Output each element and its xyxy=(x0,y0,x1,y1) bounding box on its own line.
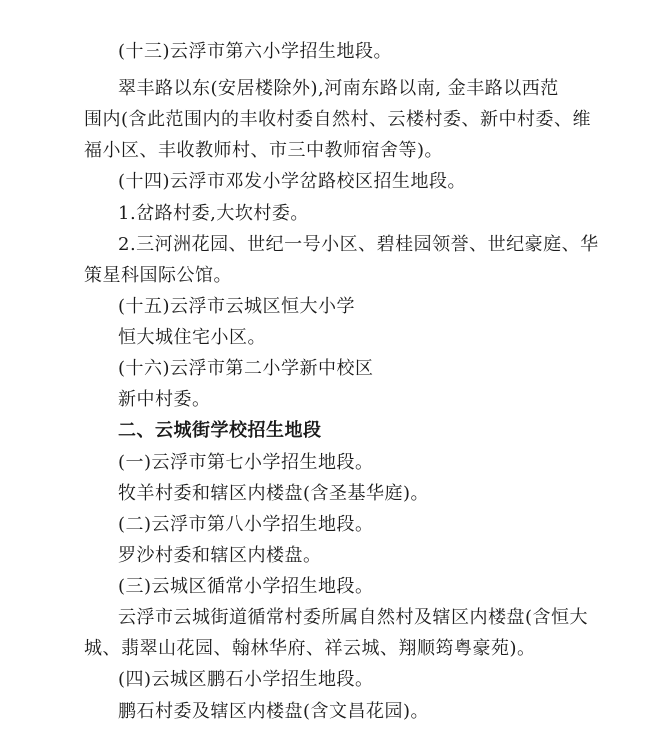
chapter-2-section-2-heading: (二)云浮市第八小学招生地段。 xyxy=(118,514,374,535)
section-16-heading: (十六)云浮市第二小学新中校区 xyxy=(118,358,374,379)
chapter-2-section-3-text-line-2: 城、翡翠山花园、翰林华府、祥云城、翔顺筠粤豪苑)。 xyxy=(84,638,536,659)
section-13-text-line-1: 翠丰路以东(安居楼除外),河南东路以南, 金丰路以西范 xyxy=(118,78,559,99)
chapter-2-heading: 二、云城街学校招生地段 xyxy=(118,420,322,441)
chapter-2-section-4-text: 鹏石村委及辖区内楼盘(含文昌花园)。 xyxy=(118,701,430,722)
chapter-2-section-1-text: 牧羊村委和辖区内楼盘(含圣基华庭)。 xyxy=(118,483,430,504)
section-15-heading: (十五)云浮市云城区恒大小学 xyxy=(118,296,356,317)
section-13-heading: (十三)云浮市第六小学招生地段。 xyxy=(118,41,393,62)
chapter-2-section-4-heading: (四)云城区鹏石小学招生地段。 xyxy=(118,669,374,690)
chapter-2-section-2-text: 罗沙村委和辖区内楼盘。 xyxy=(118,545,322,566)
section-15-text: 恒大城住宅小区。 xyxy=(118,327,266,348)
section-14-item-1: 1.岔路村委,大坎村委。 xyxy=(118,203,309,224)
section-13-text-line-3: 福小区、丰收教师村、市三中教师宿舍等)。 xyxy=(84,140,444,161)
section-13-text-line-2: 围内(含此范围内的丰收村委自然村、云楼村委、新中村委、维 xyxy=(84,109,592,130)
chapter-2-section-3-heading: (三)云城区循常小学招生地段。 xyxy=(118,576,374,597)
chapter-2-section-1-heading: (一)云浮市第七小学招生地段。 xyxy=(118,452,374,473)
section-16-text: 新中村委。 xyxy=(118,389,211,410)
section-14-item-2-line-1: 2.三河洲花园、世纪一号小区、碧桂园领誉、世纪豪庭、华 xyxy=(118,234,599,255)
section-14-item-2-line-2: 策星科国际公馆。 xyxy=(84,265,232,286)
section-14-heading: (十四)云浮市邓发小学岔路校区招生地段。 xyxy=(118,171,467,192)
chapter-2-section-3-text-line-1: 云浮市云城街道循常村委所属自然村及辖区内楼盘(含恒大 xyxy=(118,607,589,628)
